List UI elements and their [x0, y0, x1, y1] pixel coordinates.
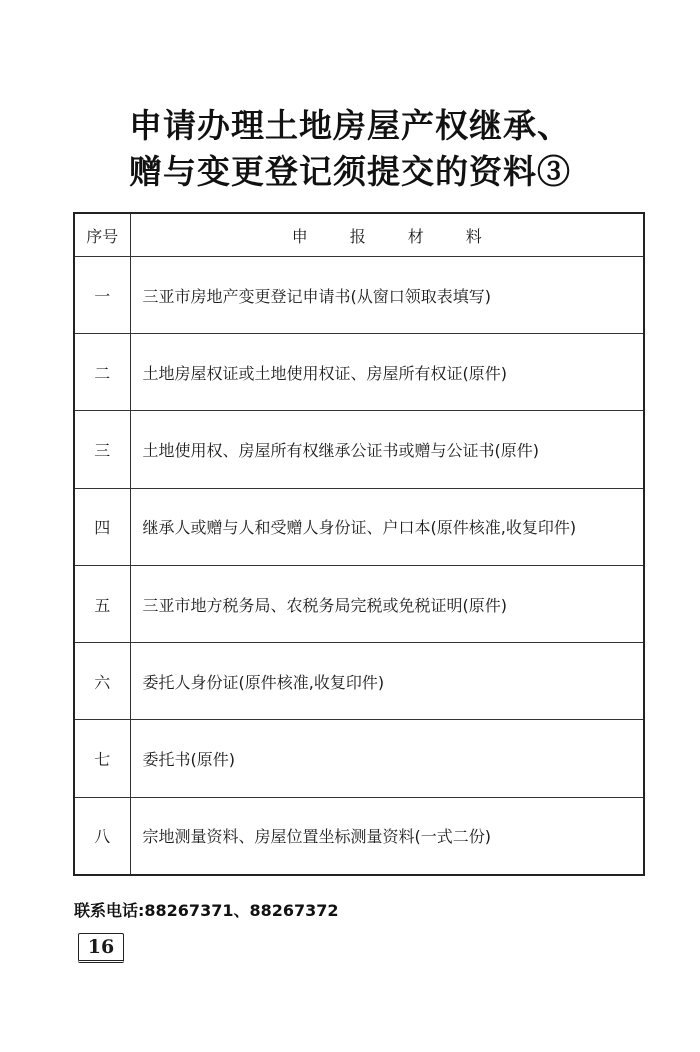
materials-table	[73, 212, 645, 876]
table-header-row	[74, 213, 644, 257]
table-row	[74, 488, 644, 565]
table-row	[74, 797, 644, 875]
row-number: 六	[74, 643, 130, 720]
table-row	[74, 565, 644, 642]
page-title-line-1: 申请办理土地房屋产权继承、	[129, 106, 571, 145]
table-row	[74, 643, 644, 720]
row-material: 土地房屋权证或土地使用权证、房屋所有权证(原件)	[130, 334, 644, 411]
table-row	[74, 334, 644, 411]
row-material: 委托书(原件)	[130, 720, 644, 797]
row-material: 继承人或赠与人和受赠人身份证、户口本(原件核准,收复印件)	[130, 488, 644, 565]
row-number: 二	[74, 334, 130, 411]
table-row	[74, 411, 644, 488]
table-row	[74, 257, 644, 334]
table-row	[74, 720, 644, 797]
page-number: 16	[78, 933, 124, 963]
row-number: 七	[74, 720, 130, 797]
row-material: 三亚市地方税务局、农税务局完税或免税证明(原件)	[130, 565, 644, 642]
row-number: 五	[74, 565, 130, 642]
row-material: 土地使用权、房屋所有权继承公证书或赠与公证书(原件)	[130, 411, 644, 488]
row-number: 三	[74, 411, 130, 488]
row-number: 八	[74, 797, 130, 875]
row-number: 一	[74, 257, 130, 334]
row-material: 宗地测量资料、房屋位置坐标测量资料(一式二份)	[130, 797, 644, 875]
row-material: 三亚市房地产变更登记申请书(从窗口领取表填写)	[130, 257, 644, 334]
row-material: 委托人身份证(原件核准,收复印件)	[130, 643, 644, 720]
page-title-line-2: 赠与变更登记须提交的资料③	[129, 152, 571, 191]
header-material: 申报材料	[130, 213, 644, 257]
contact-phone: 联系电话:88267371、88267372	[74, 901, 339, 920]
row-number: 四	[74, 488, 130, 565]
header-number: 序号	[74, 213, 130, 257]
